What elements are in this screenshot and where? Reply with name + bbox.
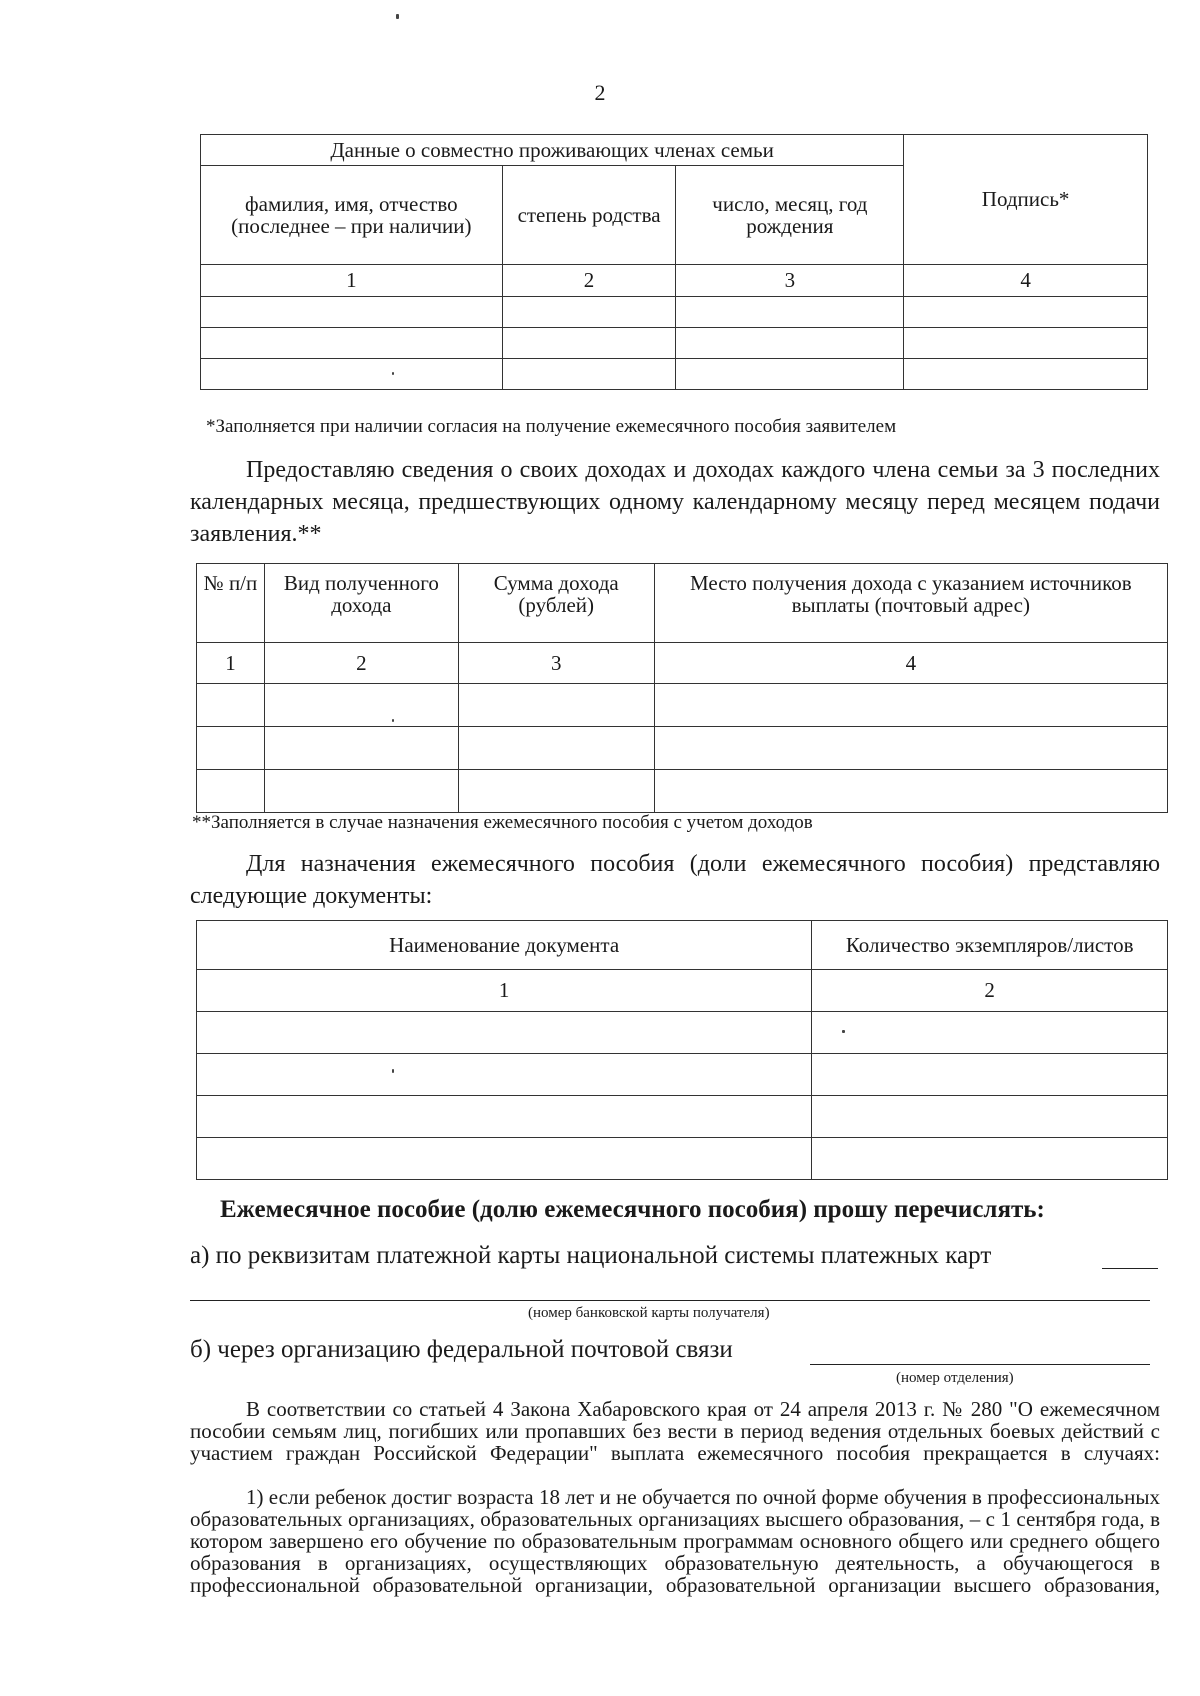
- card-number-caption: (номер банковской карты получателя): [528, 1305, 770, 1321]
- column-number: 2: [264, 643, 458, 684]
- empty-cell: [264, 727, 458, 770]
- table-row: [201, 297, 1148, 328]
- empty-cell: [197, 1096, 812, 1138]
- law-intro-paragraph: В соответствии со статьей 4 Закона Хабаровского края от 24 апреля 2013 г. № 280 "О ежемесячном пособии семьям лиц, погибших или пропавших без вести в период ведения отдельных боевых действий с участием граждан Российской Федерации" выплата ежемесячного пособия прекращается в случаях:: [190, 1397, 1160, 1465]
- scan-speck: [392, 719, 394, 722]
- income-table: [196, 563, 1168, 813]
- card-number-line[interactable]: [190, 1300, 1150, 1301]
- column-number: 2: [812, 970, 1168, 1012]
- income-intro-paragraph: Предоставляю сведения о своих доходах и доходах каждого члена семьи за 3 последних календарных месяца, предшествующих одному календарному месяцу перед месяцем подачи заявления.**: [190, 457, 1160, 547]
- empty-cell: [812, 1138, 1168, 1180]
- payment-option-post: б) через организацию федеральной почтовой связи: [190, 1336, 733, 1363]
- table-row: [201, 359, 1148, 390]
- table-row: [197, 727, 1168, 770]
- column-number: 1: [197, 643, 265, 684]
- income-amount-header: Сумма дохода (рублей): [458, 564, 654, 643]
- payment-option-card: а) по реквизитам платежной карты национальной системы платежных карт: [190, 1242, 992, 1269]
- law-item-1-paragraph: 1) если ребенок достиг возраста 18 лет и не обучается по очной форме обучения в профессиональных образовательных организациях, образовательных организациях высшего образования, – с 1 сентября года, в котором завершено его обучение по образовательным программам основного общего или среднего общего образования в организациях, осуществляющих образовательную деятельность, а обучающегося в профессиональной образовательной организации, образовательной организации высшего образования,: [190, 1485, 1160, 1597]
- table-row: [197, 1096, 1168, 1138]
- empty-cell: [654, 684, 1167, 727]
- footnote-income: **Заполняется в случае назначения ежемесячного пособия с учетом доходов: [192, 812, 813, 833]
- payment-heading: Ежемесячное пособие (долю ежемесячного пособия) прошу перечислять:: [220, 1196, 1045, 1223]
- scan-speck: [842, 1030, 845, 1033]
- post-office-caption: (номер отделения): [896, 1370, 1014, 1386]
- page-number: 2: [594, 80, 606, 105]
- documents-table: [196, 920, 1168, 1180]
- column-number: 4: [654, 643, 1167, 684]
- empty-cell: [502, 359, 676, 390]
- empty-cell: [458, 770, 654, 813]
- empty-cell: [197, 1138, 812, 1180]
- birthdate-header: число, месяц, год рождения: [676, 166, 904, 265]
- empty-cell: [197, 684, 265, 727]
- empty-cell: [197, 727, 265, 770]
- table-row: [197, 1054, 1168, 1096]
- table-row: [201, 328, 1148, 359]
- empty-cell: [812, 1054, 1168, 1096]
- empty-cell: [197, 1054, 812, 1096]
- column-number: 3: [458, 643, 654, 684]
- column-number: 1: [197, 970, 812, 1012]
- column-number: 4: [904, 265, 1148, 297]
- empty-cell: [264, 770, 458, 813]
- income-source-header: Место получения дохода с указанием источников выплаты (почтовый адрес): [654, 564, 1167, 643]
- empty-cell: [812, 1012, 1168, 1054]
- empty-cell: [201, 297, 503, 328]
- empty-cell: [676, 328, 904, 359]
- family-members-table: [200, 134, 1148, 390]
- column-number: 3: [676, 265, 904, 297]
- scan-speck: [392, 372, 394, 375]
- empty-cell: [904, 297, 1148, 328]
- empty-cell: [676, 297, 904, 328]
- card-number-blank[interactable]: [1102, 1268, 1158, 1269]
- empty-cell: [502, 297, 676, 328]
- table-row: [197, 770, 1168, 813]
- relation-header: степень родства: [502, 166, 676, 265]
- empty-cell: [904, 359, 1148, 390]
- empty-cell: [654, 770, 1167, 813]
- document-name-header: Наименование документа: [197, 921, 812, 970]
- column-number: 2: [502, 265, 676, 297]
- empty-cell: [201, 328, 503, 359]
- empty-cell: [676, 359, 904, 390]
- empty-cell: [812, 1096, 1168, 1138]
- empty-cell: [654, 727, 1167, 770]
- empty-cell: [458, 684, 654, 727]
- income-type-header: Вид полученного дохода: [264, 564, 458, 643]
- signature-header: Подпись*: [904, 135, 1148, 265]
- column-number: 1: [201, 265, 503, 297]
- footnote-consent: *Заполняется при наличии согласия на получение ежемесячного пособия заявителем: [206, 416, 897, 437]
- empty-cell: [264, 684, 458, 727]
- fio-header: фамилия, имя, отчество (последнее – при наличии): [201, 166, 503, 265]
- family-group-header: Данные о совместно проживающих членах семьи: [201, 135, 904, 166]
- empty-cell: [197, 770, 265, 813]
- empty-cell: [502, 328, 676, 359]
- empty-cell: [904, 328, 1148, 359]
- table-row: [197, 1138, 1168, 1180]
- post-office-line[interactable]: [810, 1364, 1150, 1365]
- scan-speck: [396, 14, 399, 19]
- document-count-header: Количество экземпляров/листов: [812, 921, 1168, 970]
- table-row: [197, 1012, 1168, 1054]
- empty-cell: [197, 1012, 812, 1054]
- empty-cell: [458, 727, 654, 770]
- scan-speck: [392, 1069, 394, 1073]
- table-row: [197, 684, 1168, 727]
- index-header: № п/п: [197, 564, 265, 643]
- empty-cell: [201, 359, 503, 390]
- documents-intro-paragraph: Для назначения ежемесячного пособия (доли ежемесячного пособия) представляю следующие документы:: [190, 851, 1160, 909]
